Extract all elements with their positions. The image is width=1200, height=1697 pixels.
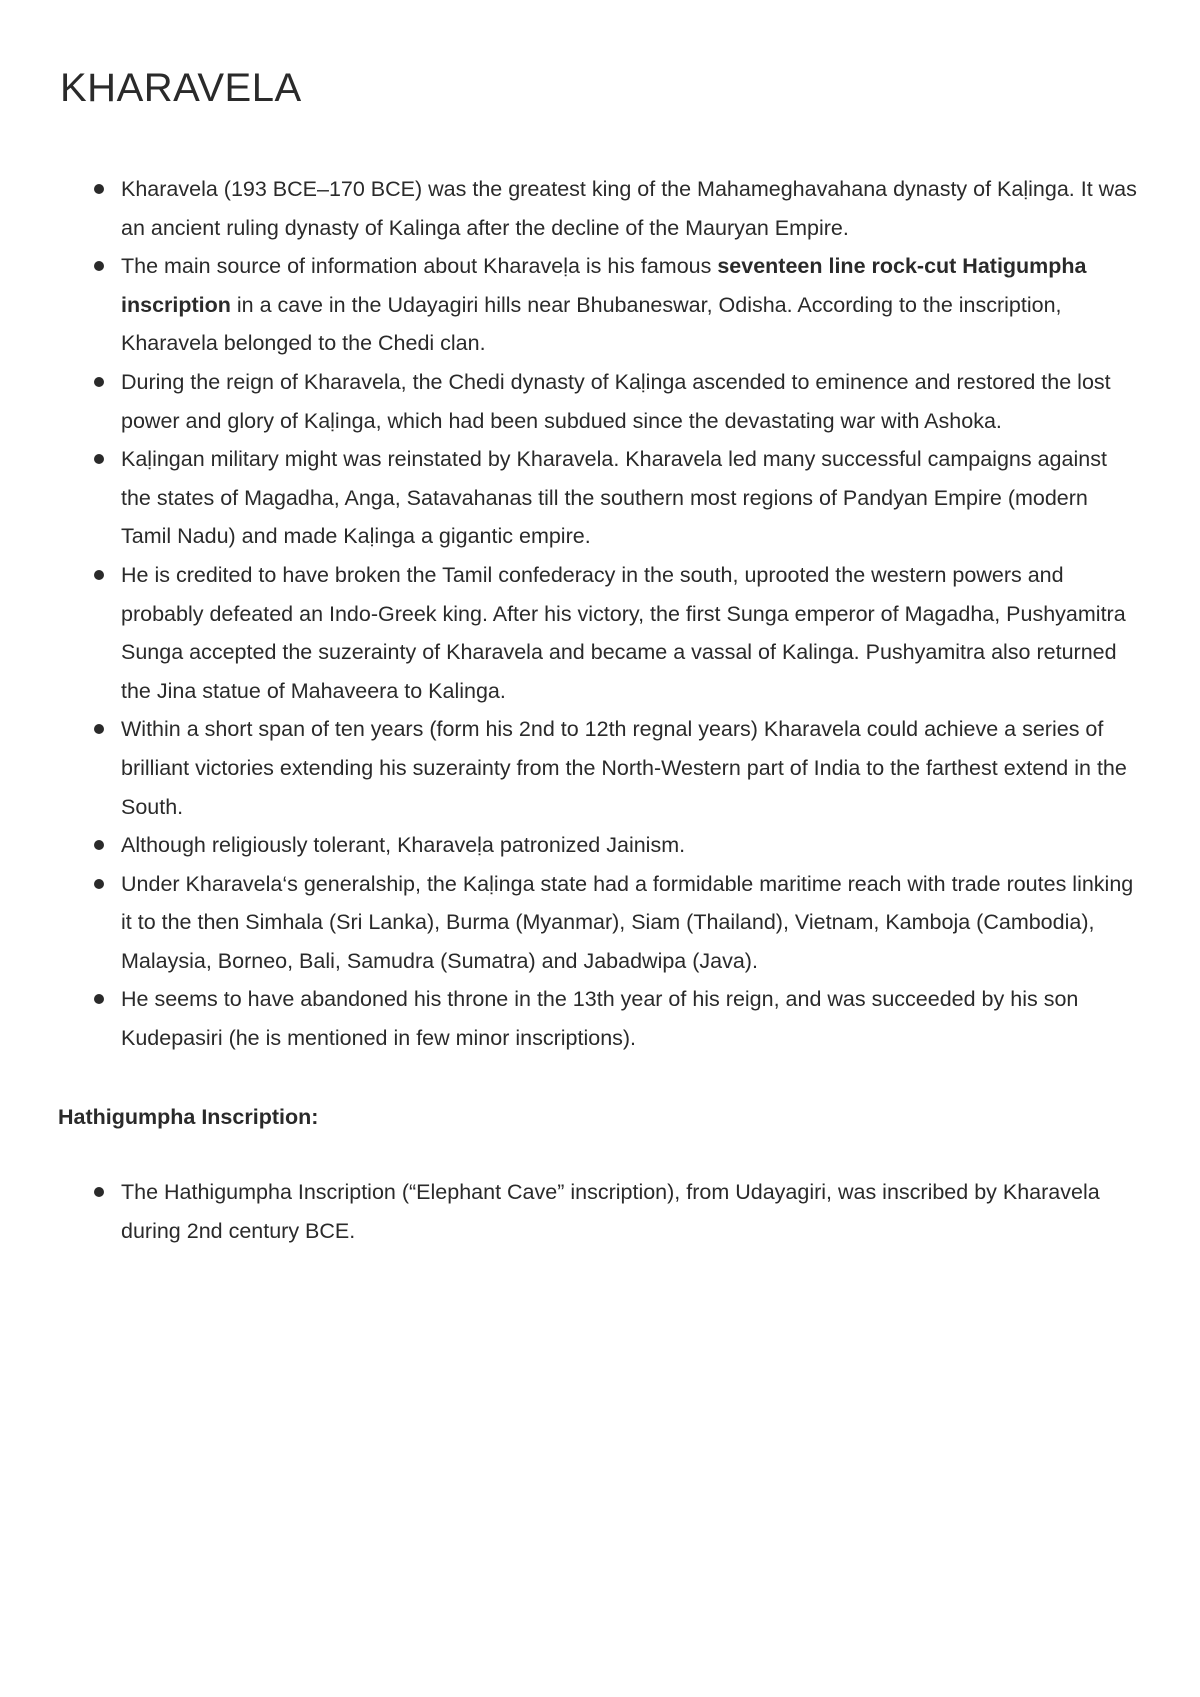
bullet-dot-icon <box>94 879 104 889</box>
bullet-dot-icon <box>94 184 104 194</box>
list-item-text: Within a short span of ten years (form his 2nd to 12th regnal years) Kharavela could achieve a series of brilliant victories extending his suzerainty from the North-Western part of India to the farthest extend in the South. <box>121 717 1127 819</box>
bullet-dot-icon <box>94 377 104 387</box>
list-item-text: Under Kharavela‘s generalship, the Kaḷinga state had a formidable maritime reach with trade routes linking it to the then Simhala (Sri Lanka), Burma (Myanmar), Siam (Thailand), Vietnam, Kamboja (Cambodia), Malaysia, Borneo, Bali, Samudra (Sumatra) and Jabadwipa (Java). <box>121 871 1134 973</box>
list-item <box>92 556 1142 710</box>
bullet-dot-icon <box>94 724 104 734</box>
list-item <box>92 247 1142 363</box>
bullet-dot-icon <box>94 994 104 1004</box>
bullet-dot-icon <box>94 261 104 271</box>
section-heading: Hathigumpha Inscription: <box>58 1105 319 1129</box>
inscription-facts-list <box>92 1173 1142 1250</box>
list-item <box>92 865 1142 981</box>
list-item-text: The Hathigumpha Inscription (“Elephant Cave” inscription), from Udayagiri, was inscribed by Kharavela during 2nd century BCE. <box>121 1180 1100 1243</box>
list-item-text: He seems to have abandoned his throne in the 13th year of his reign, and was succeeded by his son Kudepasiri (he is mentioned in few minor inscriptions). <box>121 987 1079 1051</box>
list-item <box>92 980 1142 1057</box>
kharavela-facts-list <box>92 170 1142 1058</box>
bullet-dot-icon <box>94 570 104 580</box>
list-item-bold-text: seventeen line rock-cut Hatigumpha inscription <box>121 254 1087 317</box>
list-item-text: Although religiously tolerant, Kharaveḷa patronized Jainism. <box>121 833 686 858</box>
list-item <box>92 826 1142 865</box>
list-item <box>92 170 1142 247</box>
list-item <box>92 363 1142 440</box>
list-item <box>92 440 1142 556</box>
bullet-dot-icon <box>94 1187 104 1197</box>
page-title: KHARAVELA <box>60 66 302 110</box>
bullet-dot-icon <box>94 454 104 464</box>
list-item <box>92 1173 1142 1250</box>
bullet-dot-icon <box>94 840 104 850</box>
list-item-text: Kaḷingan military might was reinstated by Kharavela. Kharavela led many successful campaigns against the states of Magadha, Anga, Satavahanas till the southern most regions of Pandyan Empire (modern Tamil Nadu) and made Kaḷinga a gigantic empire. <box>121 447 1107 549</box>
list-item <box>92 710 1142 826</box>
list-item-text: in a cave in the Udayagiri hills near Bhubaneswar, Odisha. According to the inscription, Kharavela belonged to the Chedi clan. <box>121 292 1062 356</box>
list-item-text: During the reign of Kharavela, the Chedi dynasty of Kaḷinga ascended to eminence and restored the lost power and glory of Kaḷinga, which had been subdued since the devastating war with Ashoka. <box>121 369 1111 433</box>
list-item-text: He is credited to have broken the Tamil confederacy in the south, uprooted the western powers and probably defeated an Indo-Greek king. After his victory, the first Sunga emperor of Magadha, Pushyamitra Sunga accepted the suzerainty of Kharavela and became a vassal of Kalinga. Pushyamitra also returned the Jina statue of Mahaveera to Kalinga. <box>121 562 1126 703</box>
list-item-text: The main source of information about Kharaveḷa is his famous <box>121 254 718 279</box>
list-item-text: Kharavela (193 BCE–170 BCE) was the greatest king of the Mahameghavahana dynasty of Kaḷinga. It was an ancient ruling dynasty of Kalinga after the decline of the Mauryan Empire. <box>121 177 1137 240</box>
